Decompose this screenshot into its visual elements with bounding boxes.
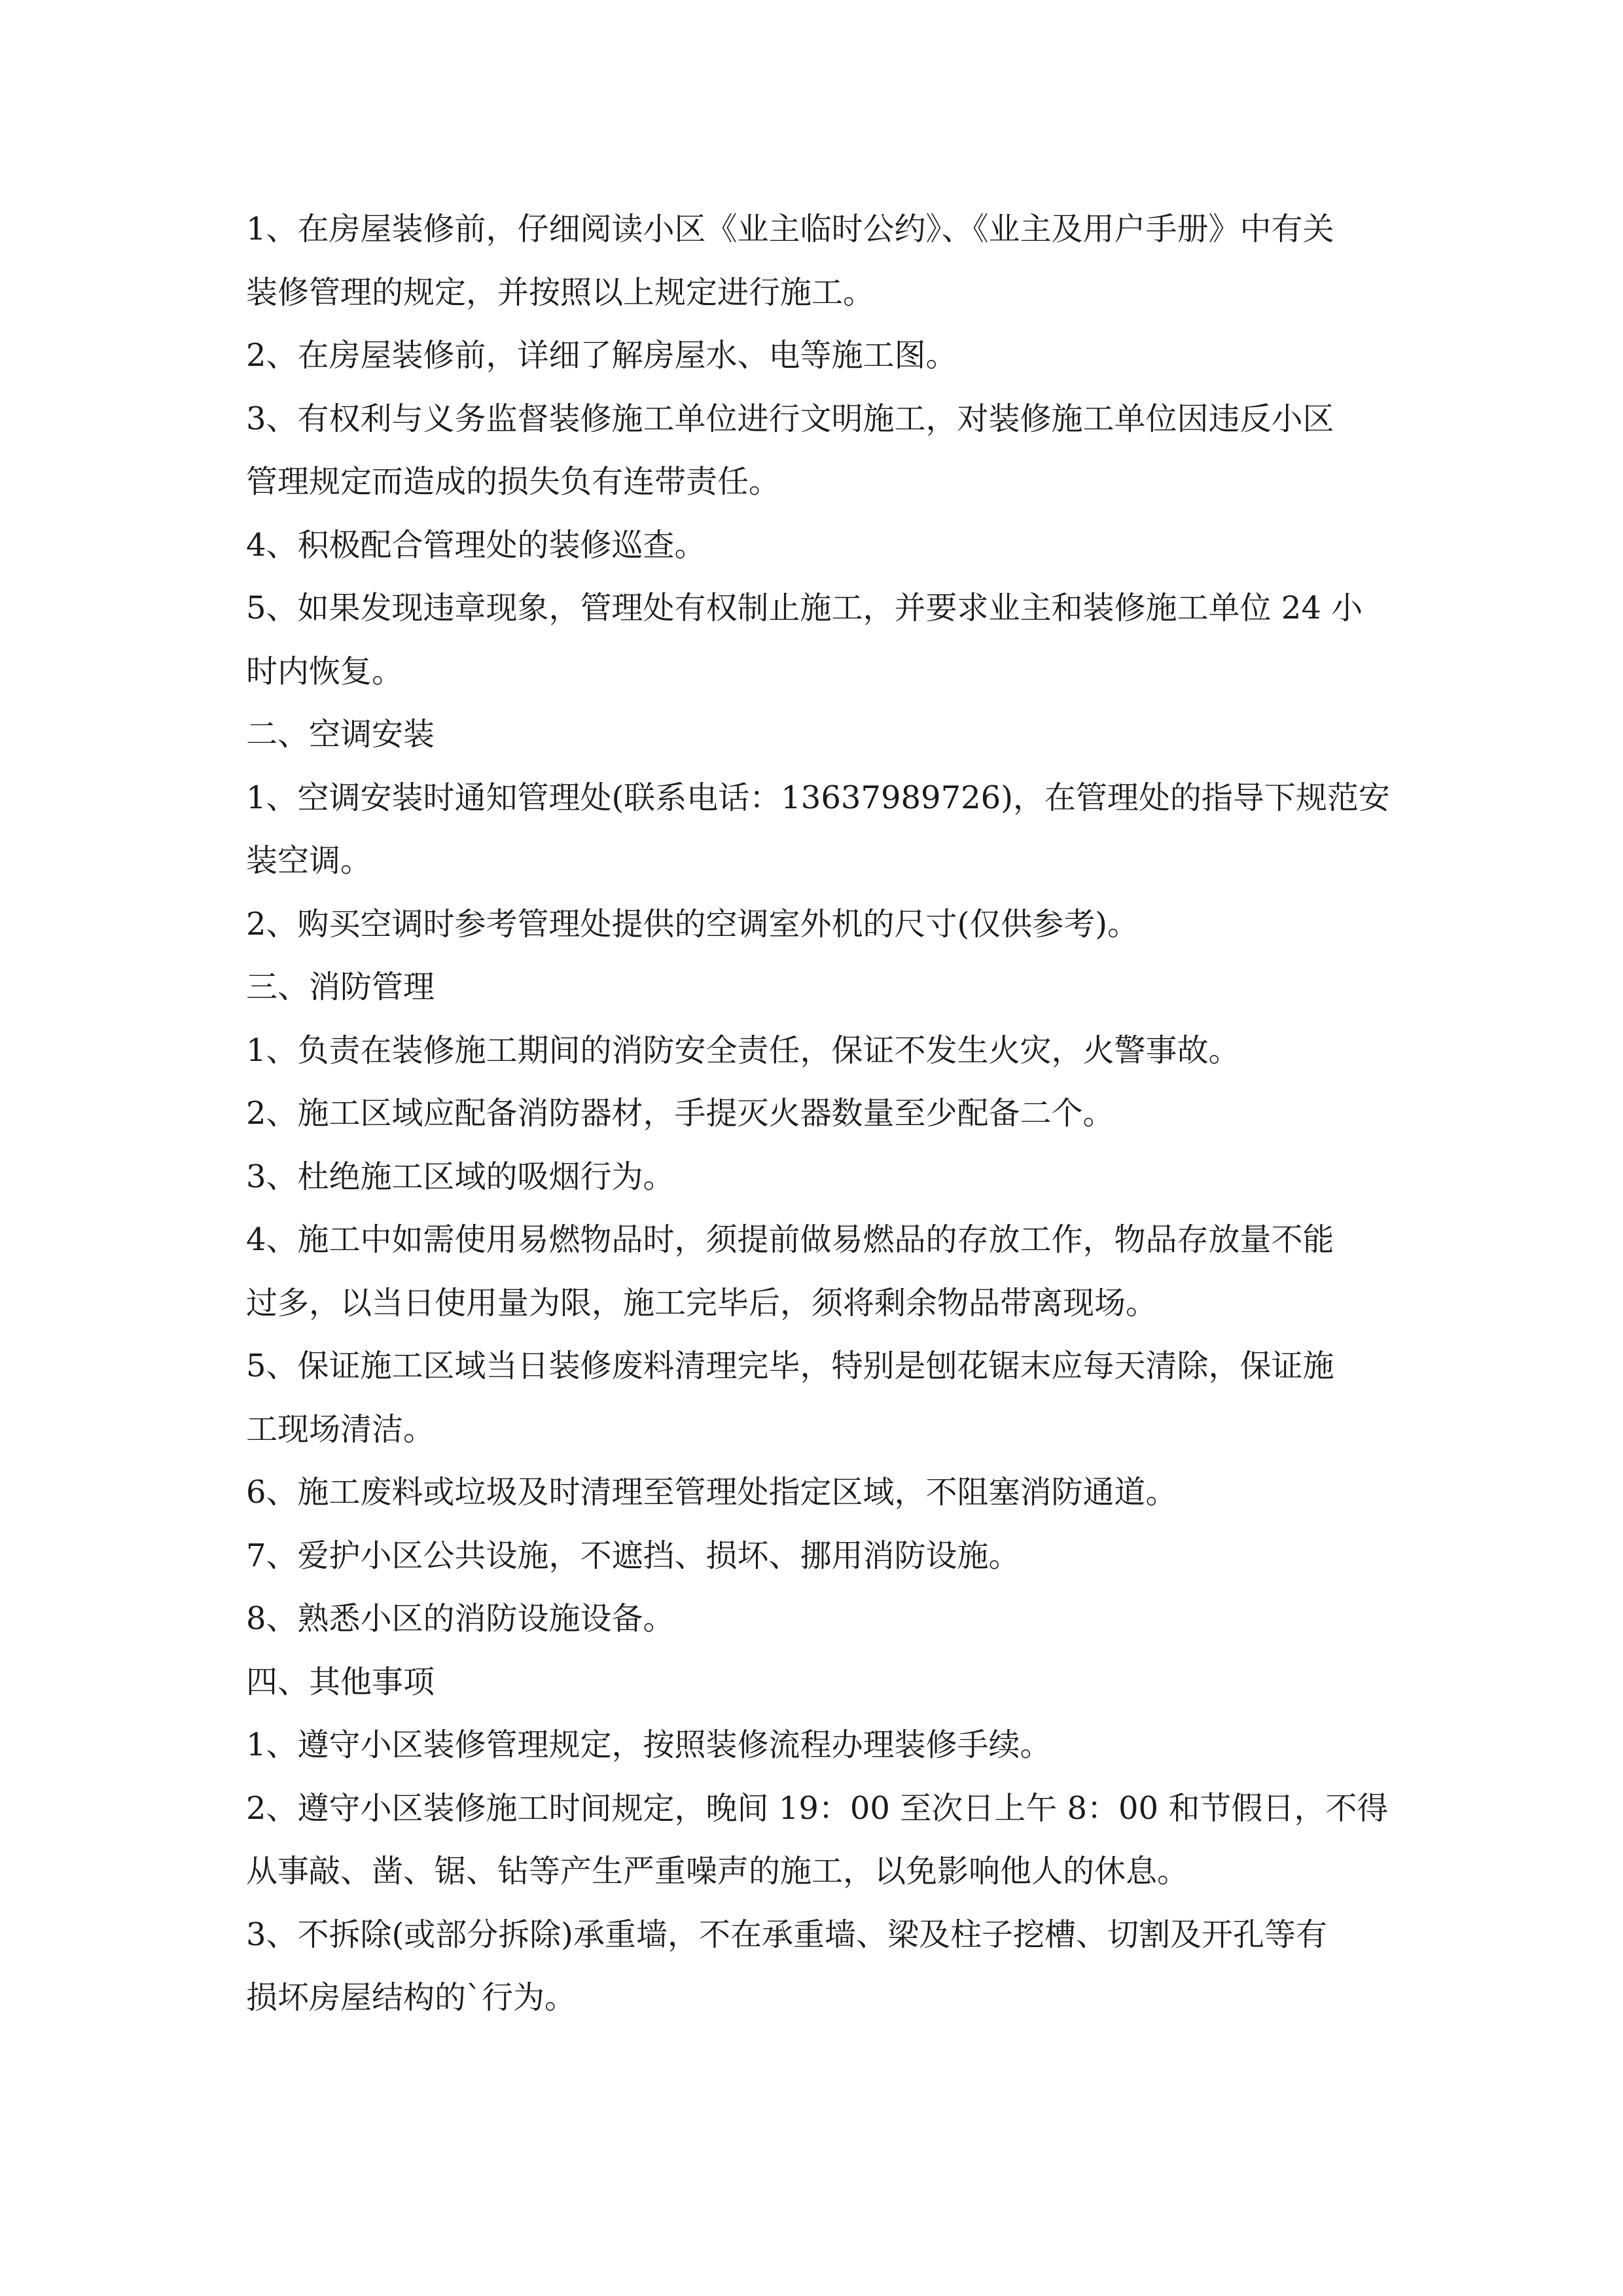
text-line: 从事敲、凿、锯、钻等产生严重噪声的施工，以免影响他人的休息。 [246,1853,1189,1890]
text-line: 4、积极配合管理处的装修巡查。 [246,526,706,564]
text-line: 1、负责在装修施工期间的消防安全责任，保证不发生火灾，火警事故。 [246,1031,1240,1069]
text-line: 6、施工废料或垃圾及时清理至管理处指定区域，不阻塞消防通道。 [246,1474,1177,1511]
text-line: 3、杜绝施工区域的吸烟行为。 [246,1158,675,1195]
text-line: 1、遵守小区装修管理规定，按照装修流程办理装修手续。 [246,1727,1052,1763]
text-line: 2、施工区域应配备消防器材，手提灭火器数量至少配备二个。 [246,1095,1115,1132]
text-line: 损坏房屋结构的`行为。 [246,1979,577,2016]
text-line: 1、空调安装时通知管理处(联系电话：13637989726)，在管理处的指导下规范安 [246,779,1390,816]
text-line: 3、不拆除(或部分拆除)承重墙，不在承重墙、梁及柱子挖槽、切割及开孔等有 [246,1916,1327,1953]
text-line: 5、保证施工区域当日装修废料清理完毕，特别是刨花锯末应每天清除，保证施 [246,1348,1334,1384]
text-line: 管理规定而造成的损失负有连带责任。 [246,463,781,500]
text-line: 工现场清洁。 [246,1410,435,1448]
document-body [246,198,1390,2030]
text-line: 2、遵守小区装修施工时间规定，晚间 19：00 至次日上午 8：00 和节假日，不得 [246,1789,1389,1827]
text-line: 装空调。 [246,842,372,879]
text-line: 2、购买空调时参考管理处提供的空调室外机的尺寸(仅供参考)。 [246,905,1139,942]
text-line: 3、有权利与义务监督装修施工单位进行文明施工，对装修施工单位因违反小区 [246,400,1334,437]
text-line: 2、在房屋装修前，详细了解房屋水、电等施工图。 [246,337,957,374]
text-line: 1、在房屋装修前，仔细阅读小区《业主临时公约》、《业主及用户手册》中有关 [246,211,1334,247]
text-line: 过多，以当日使用量为限，施工完毕后，须将剩余物品带离现场。 [246,1284,1158,1321]
text-line: 装修管理的规定，并按照以上规定进行施工。 [246,274,875,311]
text-line: 8、熟悉小区的消防设施设备。 [246,1600,675,1637]
text-line: 时内恢复。 [246,653,404,690]
section-heading: 二、空调安装 [246,716,435,753]
text-line: 7、爱护小区公共设施，不遮挡、损坏、挪用消防设施。 [246,1537,1020,1574]
text-line: 5、如果发现违章现象，管理处有权制止施工，并要求业主和装修施工单位 24 小 [246,590,1363,626]
section-heading: 四、其他事项 [246,1663,435,1700]
section-heading: 三、消防管理 [246,969,435,1005]
text-line: 4、施工中如需使用易燃物品时，须提前做易燃品的存放工作，物品存放量不能 [246,1221,1334,1258]
